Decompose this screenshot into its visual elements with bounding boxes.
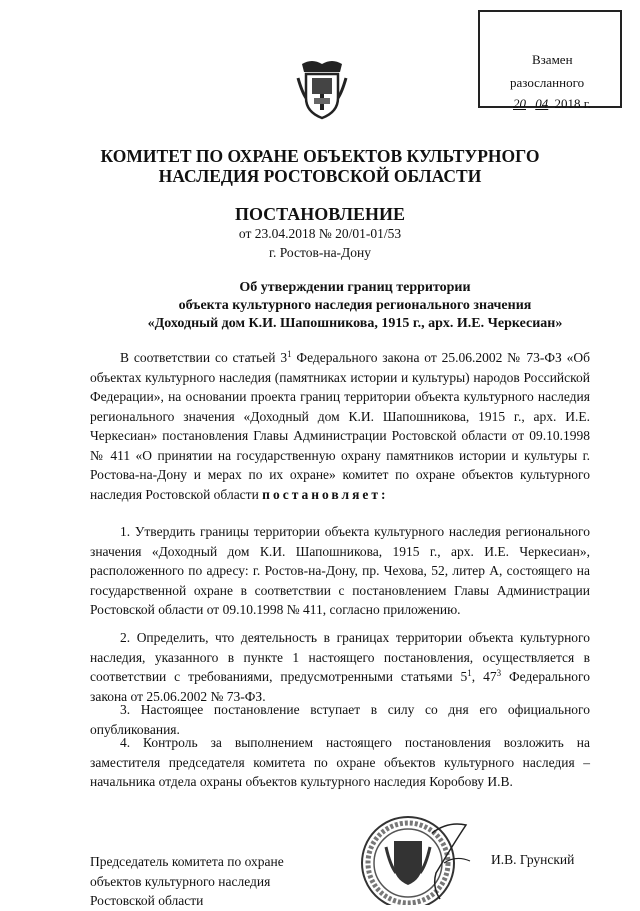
coat-of-arms-icon [296,58,348,122]
signatory-name: И.В. Грунский [491,852,575,867]
stamp-day: 20 [513,96,526,111]
signatory-line-3: Ростовской области [90,893,204,908]
subject-line-2: объекта культурного наследия регионального значения [178,298,532,313]
preamble-paragraph: В соответствии со статьей $3^1$ Федерального закона от 25.06.2002 № 73-ФЗ «Об объектах культурного наследия (памятниках истории и культуры) народов Российской Федерации», на основании проекта границ территории объекта культурного наследия регионального значения «Доходный дом К.И. Шапошникова, 1915 г., арх. И.Е. Черкесиан» постановления Главы Администрации Ростовской области от 09.10.1998 № 411 «О принятии на государственную охрану памятников истории и культуры г. Ростова-на-Дону и мерах по их охране» комитет по охране объектов культурного наследия Ростовской области постановляет: [90,349,590,502]
document-type: ПОСТАНОВЛЕНИЕ [234,204,406,224]
stamp-year: 2018 г. [554,96,591,111]
item-3: 3. Настоящее постановление вступает в силу со дня его официального опубликования. [90,702,590,737]
document-city: г. Ростов-на-Дону [268,245,371,260]
stamp-line-1: Взамен [532,52,573,67]
resolution-keyword: постановляет: [262,486,389,502]
stamp-date [510,96,591,112]
org-name-line-1: КОМИТЕТ ПО ОХРАНЕ ОБЪЕКТОВ КУЛЬТУРНОГО [100,146,540,166]
document-date-number: от 23.04.2018 № 20/01-01/53 [238,226,402,241]
item-4: 4. Контроль за выполнением настоящего постановления возложить на заместителя председателя комитета по охране объектов культурного наследия – начальника отдела охраны объектов культурного наследия Коробову И.В. [90,735,590,789]
signatory-line-1: Председатель комитета по охране [90,854,284,869]
stamp-line-2: разосланного [510,75,585,90]
subject-line-1: Об утверждении границ территории [239,280,471,295]
official-seal-icon [336,803,484,905]
stamp-month: 04 [535,96,549,111]
item-2: 2. Определить, что деятельность в границах территории объекта культурного наследия, указанного в пункте 1 настоящего постановления, осуществляется в соответствии с требованиями, предусмотренными статьями $5^1$, $47^3$ Федерального закона от 25.06.2002 № 73-ФЗ. [90,630,590,704]
org-name-line-2: НАСЛЕДИЯ РОСТОВСКОЙ ОБЛАСТИ [158,166,482,186]
item-1: 1. Утвердить границы территории объекта культурного наследия регионального значения «Доходный дом К.И. Шапошникова, 1915 г., арх. И.Е. Черкесиан», расположенного по адресу: г. Ростов-на-Дону, пр. Чехова, 52, литер А, состоящего на государственной охране в соответствии с постановлением Главы Администрации Ростовской области от 09.10.1998 № 411, согласно приложению. [90,524,590,617]
signatory-title [90,852,330,911]
signatory-line-2: объектов культурного наследия [90,873,271,889]
replacement-stamp [478,10,622,111]
subject-line-3: «Доходный дом К.И. Шапошникова, 1915 г., арх. И.Е. Черкесиан» [147,316,563,331]
